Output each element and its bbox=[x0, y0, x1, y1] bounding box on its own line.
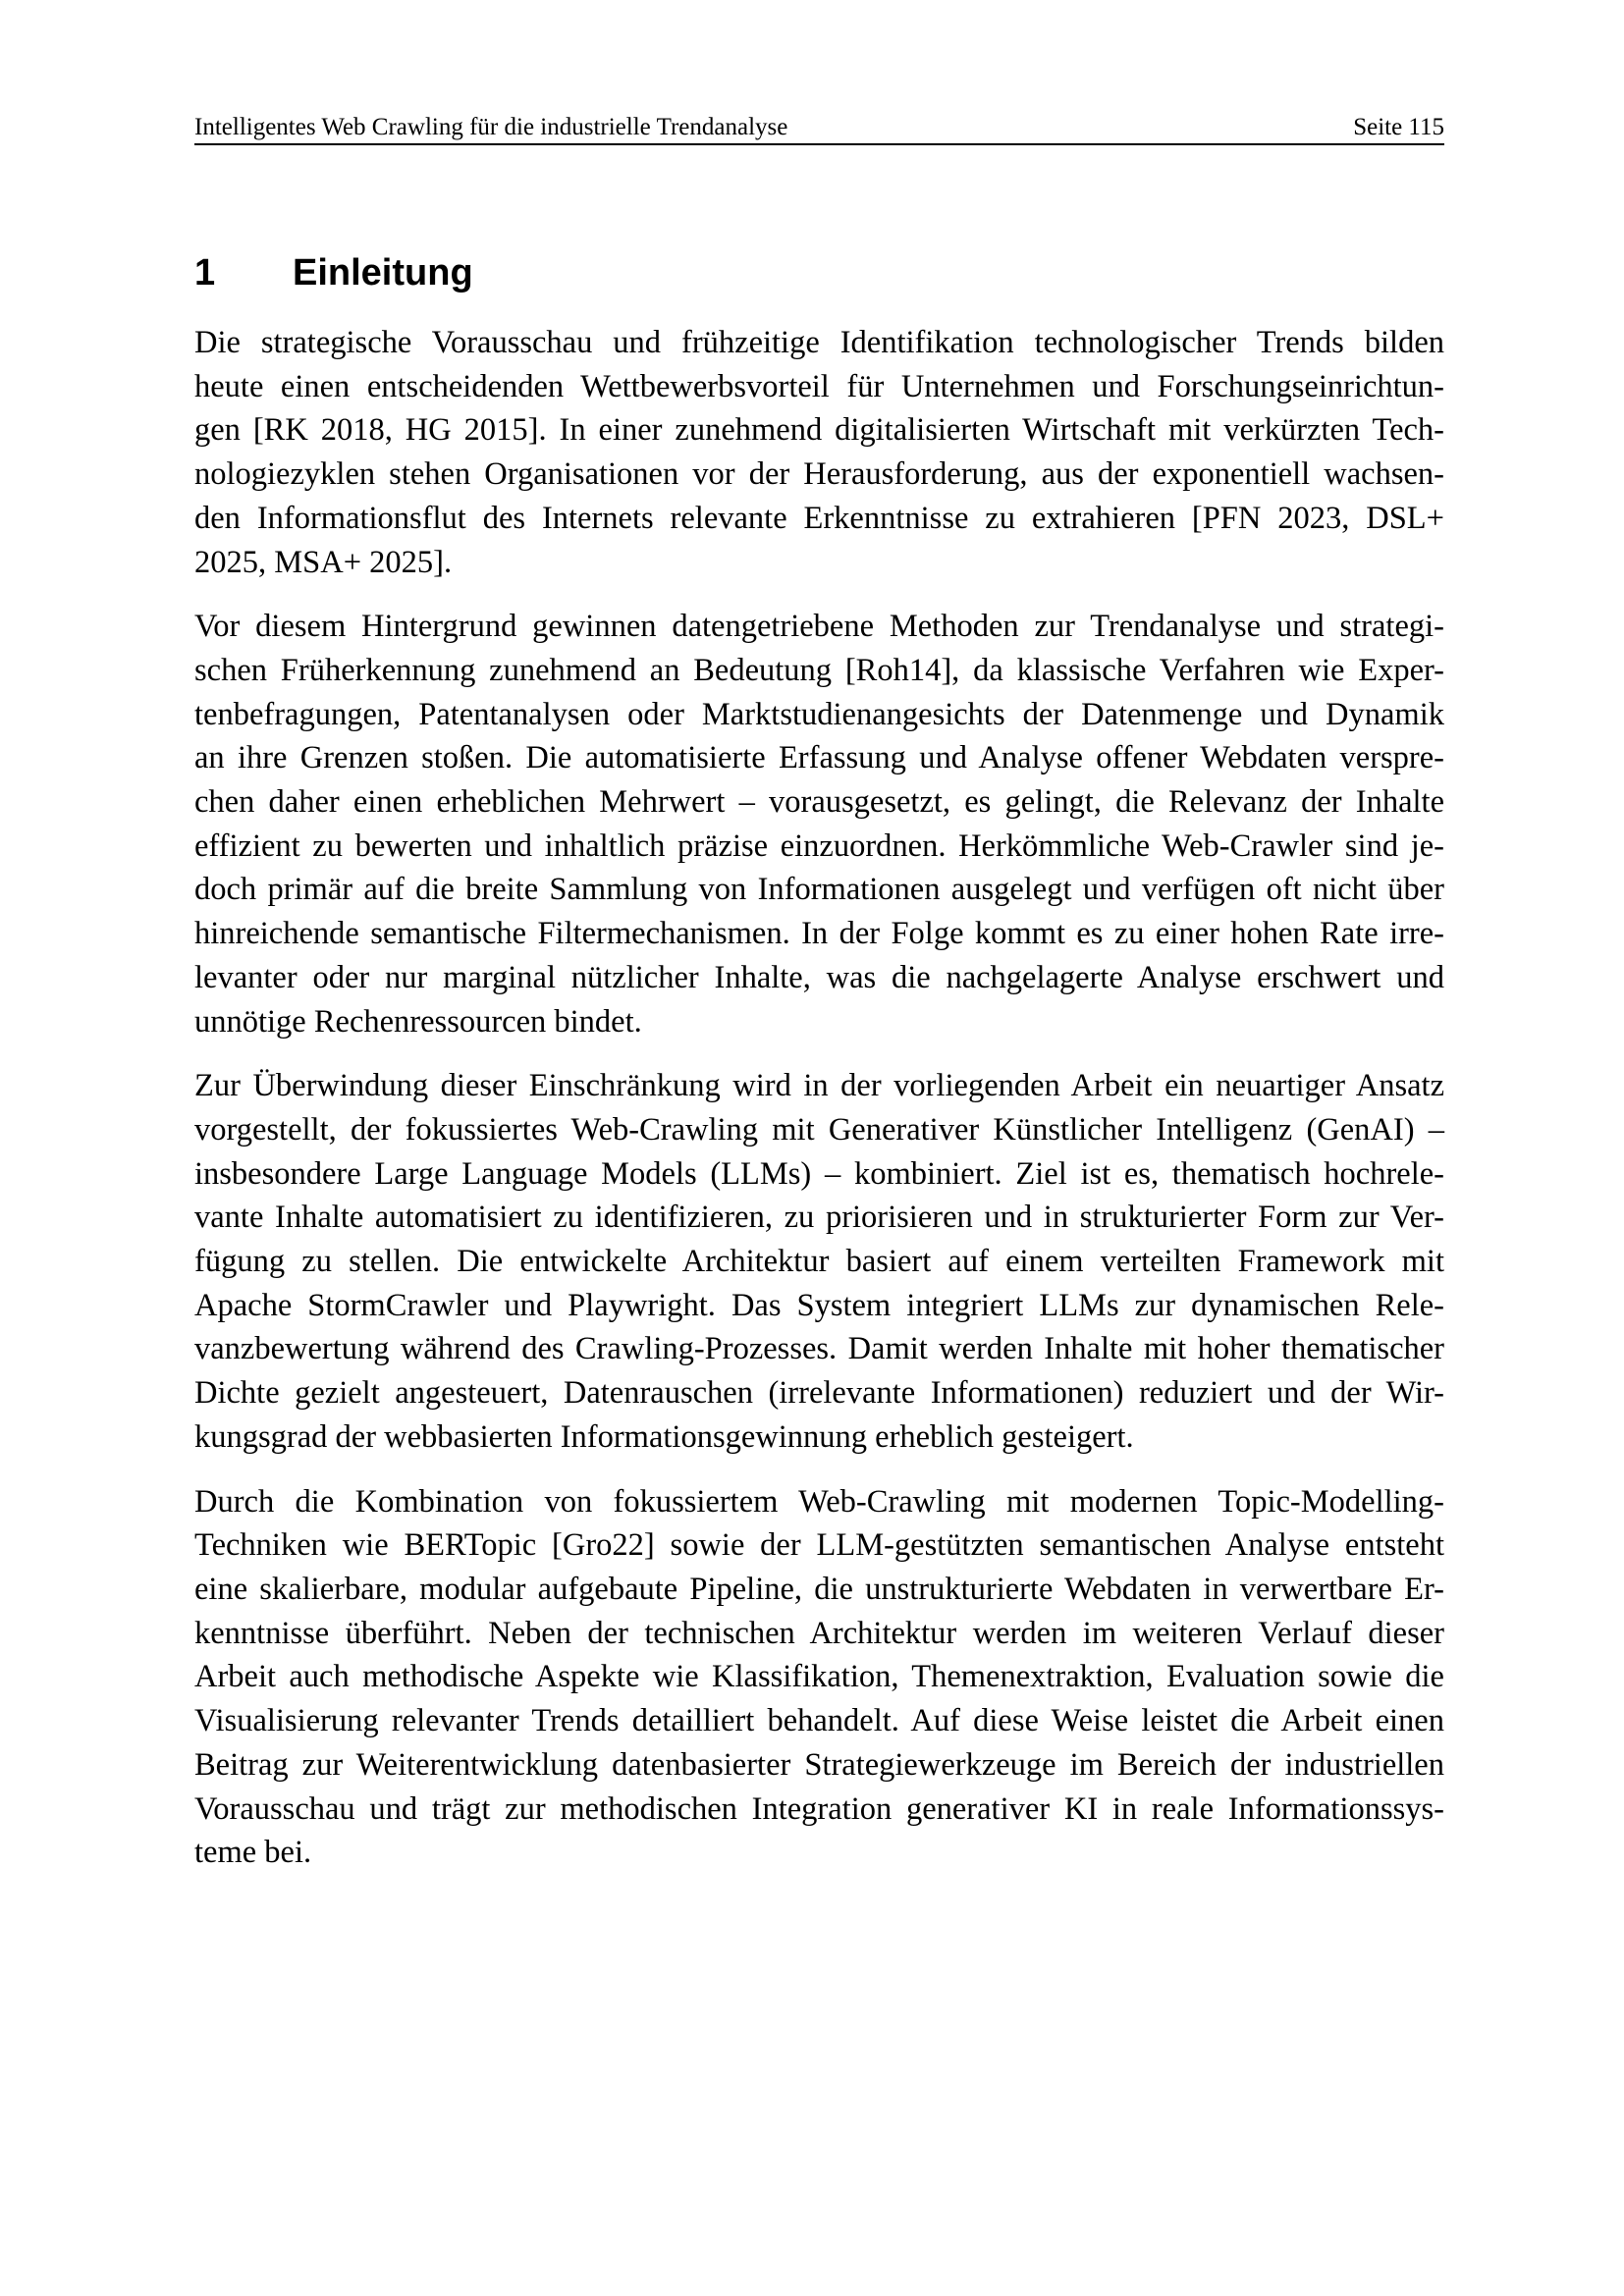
text-line: Techniken wie BERTopic [Gro22] sowie der LLM-gestützten semantischen Analyse entsteht bbox=[194, 1527, 1444, 1564]
section-number: 1 bbox=[194, 252, 216, 294]
header-title: Intelligentes Web Crawling für die industrielle Trendanalyse bbox=[194, 114, 788, 140]
text-line: levanter oder nur marginal nützlicher Inhalte, was die nachgelagerte Analyse erschwert und bbox=[194, 959, 1444, 995]
paragraph bbox=[194, 321, 1444, 584]
text-line: kungsgrad der webbasierten Informationsgewinnung erheblich gesteigert. bbox=[194, 1418, 1134, 1455]
text-line: Vor diesem Hintergrund gewinnen datengetriebene Methoden zur Trendanalyse und strategi- bbox=[194, 609, 1444, 645]
text-line: teme bei. bbox=[194, 1835, 312, 1871]
section-title: Einleitung bbox=[293, 252, 473, 294]
text-line: insbesondere Large Language Models (LLMs) – kombiniert. Ziel ist es, thematisch hochrele- bbox=[194, 1155, 1444, 1192]
text-line: Beitrag zur Weiterentwicklung datenbasierter Strategiewerkzeuge im Bereich der industriellen bbox=[194, 1746, 1444, 1783]
text-line: den Informationsflut des Internets relevante Erkenntnisse zu extrahieren [PFN 2023, DSL+ bbox=[194, 500, 1444, 536]
text-line: Zur Überwindung dieser Einschränkung wird in der vorliegenden Arbeit ein neuartiger Ansatz bbox=[194, 1068, 1444, 1104]
section-heading bbox=[194, 247, 473, 298]
text-line: nologiezyklen stehen Organisationen vor der Herausforderung, aus der exponentiell wachsen- bbox=[194, 456, 1444, 493]
text-line: Vorausschau und trägt zur methodischen Integration generativer KI in reale Informationssys- bbox=[194, 1790, 1444, 1827]
body-text bbox=[194, 321, 1444, 1896]
text-line: vorgestellt, der fokussiertes Web-Crawling mit Generativer Künstlicher Intelligenz (GenAI) – bbox=[194, 1111, 1444, 1148]
text-line: Visualisierung relevanter Trends detailliert behandelt. Auf diese Weise leistet die Arbeit einen bbox=[194, 1703, 1444, 1739]
text-line: fügung zu stellen. Die entwickelte Architektur basiert auf einem verteilten Framework mit bbox=[194, 1244, 1444, 1280]
text-line: heute einen entscheidenden Wettbewerbsvorteil für Unternehmen und Forschungseinrichtun- bbox=[194, 368, 1444, 404]
text-line: vante Inhalte automatisiert zu identifizieren, zu priorisieren und in strukturierter Form zur Ver- bbox=[194, 1200, 1444, 1236]
text-line: vanzbewertung während des Crawling-Prozesses. Damit werden Inhalte mit hoher thematischer bbox=[194, 1331, 1444, 1367]
text-line: Arbeit auch methodische Aspekte wie Klassifikation, Themenextraktion, Evaluation sowie die bbox=[194, 1659, 1444, 1695]
text-line: kenntnisse überführt. Neben der technischen Architektur werden im weiteren Verlauf dieser bbox=[194, 1615, 1444, 1651]
text-line: eine skalierbare, modular aufgebaute Pipeline, die unstrukturierte Webdaten in verwertbare Er- bbox=[194, 1571, 1444, 1607]
text-line: Die strategische Vorausschau und frühzeitige Identifikation technologischer Trends bilden bbox=[194, 325, 1444, 360]
text-line: hinreichende semantische Filtermechanismen. In der Folge kommt es zu einer hohen Rate irre- bbox=[194, 916, 1444, 952]
text-line: schen Früherkennung zunehmend an Bedeutung [Roh14], da klassische Verfahren wie Exper- bbox=[194, 652, 1444, 688]
paragraph bbox=[194, 1064, 1444, 1459]
text-line: 2025, MSA+ 2025]. bbox=[194, 544, 453, 580]
text-line: Apache StormCrawler und Playwright. Das System integriert LLMs zur dynamischen Rele- bbox=[194, 1287, 1444, 1323]
paragraph bbox=[194, 605, 1444, 1043]
running-header bbox=[194, 110, 1444, 145]
text-line: effizient zu bewerten und inhaltlich präzise einzuordnen. Herkömmliche Web-Crawler sind je- bbox=[194, 828, 1444, 864]
text-line: gen [RK 2018, HG 2015]. In einer zunehmend digitalisierten Wirtschaft mit verkürzten Tech- bbox=[194, 412, 1444, 449]
page-number: Seite 115 bbox=[1353, 114, 1444, 140]
text-line: Durch die Kombination von fokussiertem Web-Crawling mit modernen Topic-Modelling- bbox=[194, 1483, 1444, 1520]
text-line: Dichte gezielt angesteuert, Datenrauschen (irrelevante Informationen) reduziert und der Wir- bbox=[194, 1375, 1444, 1412]
text-line: chen daher einen erheblichen Mehrwert – vorausgesetzt, es gelingt, die Relevanz der Inhalte bbox=[194, 784, 1444, 821]
text-line: doch primär auf die breite Sammlung von Informationen ausgelegt und verfügen oft nicht über bbox=[194, 872, 1444, 908]
paragraph bbox=[194, 1480, 1444, 1875]
text-line: unnötige Rechenressourcen bindet. bbox=[194, 1003, 642, 1040]
text-line: tenbefragungen, Patentanalysen oder Marktstudienangesichts der Datenmenge und Dynamik bbox=[194, 696, 1444, 732]
text-line: an ihre Grenzen stoßen. Die automatisierte Erfassung und Analyse offener Webdaten verspre- bbox=[194, 740, 1444, 776]
